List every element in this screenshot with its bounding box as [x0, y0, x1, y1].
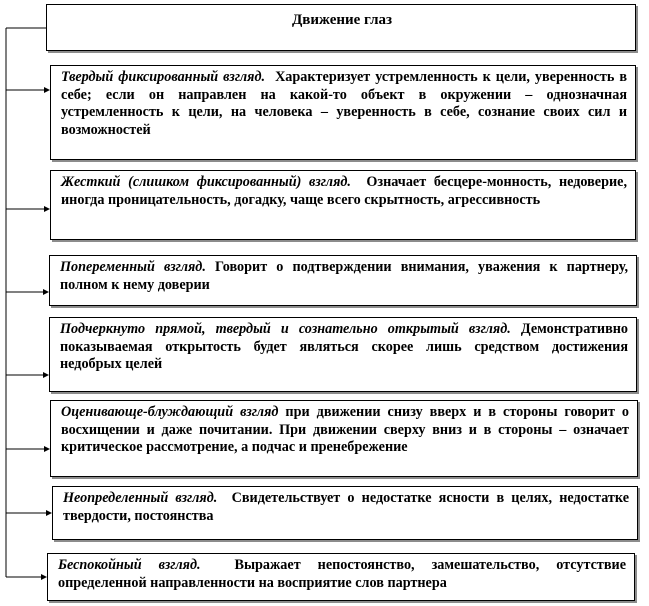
gaze-box-uncertain — [52, 486, 638, 540]
title-box — [46, 4, 636, 51]
gaze-box-restless — [47, 553, 635, 601]
gaze-box-firm-fixed — [50, 65, 636, 160]
gaze-term: Твердый фиксированный взгляд. — [61, 69, 266, 85]
gaze-description: Характеризует устремленность к цели, уверенность в себе; если он направлен на какой-то объект в окружении – однозначная устремленность к цели, на человека – уверенность в себе, сознание своих сил и возможностей — [61, 69, 628, 138]
gaze-description: Свидетельствует о недостатке ясности в целях, недостатке твердости, постоянства — [63, 490, 630, 524]
gaze-description: Говорит о подтверждении внимания, уважения к партнеру, полном к нему доверии — [60, 259, 628, 293]
gaze-term: Беспокойный взгляд. — [58, 557, 201, 573]
gaze-term: Подчеркнуто прямой, твердый и сознательно открытый взгляд. — [60, 321, 511, 337]
gaze-box-evaluating — [50, 400, 638, 477]
gaze-box-direct-open — [49, 317, 637, 392]
gaze-description: Демонстративно показываемая открытость будет являться скорее лишь средством достижения недобрых целей — [60, 321, 628, 372]
gaze-box-hard — [50, 170, 636, 240]
gaze-description: при движении снизу вверх и в стороны говорит о восхищении и даже почитании. При движении сверху вниз и в стороны – означает критическое рассмотрение, а подчас и пренебрежение — [61, 404, 630, 455]
gaze-term: Жесткий (слишком фиксированный) взгляд. — [61, 174, 351, 190]
gaze-description: Выражает непостоянство, замешательство, отсутствие определенной направленности на восприятие слов партнера — [58, 557, 627, 591]
gaze-term: Оценивающе-блуждающий взгляд — [61, 404, 279, 420]
gaze-term: Попеременный взгляд. — [60, 259, 206, 275]
gaze-box-alternating — [49, 255, 637, 306]
gaze-description: Означает бесцере-монность, недоверие, иногда проницательность, догадку, чаще всего скрытность, агрессивность — [61, 174, 628, 208]
diagram-title: Движение глаз — [291, 12, 393, 28]
gaze-term: Неопределенный взгляд. — [63, 490, 218, 506]
